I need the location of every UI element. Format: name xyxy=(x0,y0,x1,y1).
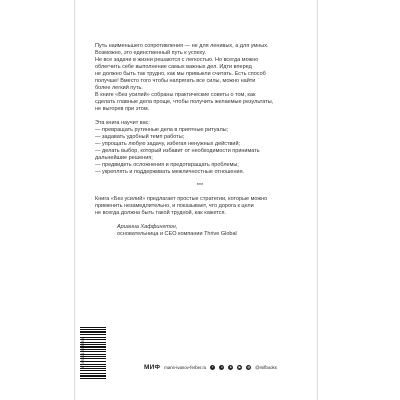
quote-author-role: основательница и CEO компании Thrive Global xyxy=(117,231,237,237)
publisher-logo: МИФ xyxy=(144,363,161,371)
summary-paragraph: Книга «Без усилий» предлагает простые стратегии, которые можно применить незамедлительно, и показывает, что дорога к цели не всегда должна быть такой трудной, как кажется. xyxy=(95,196,268,216)
youtube-icon: ▶ xyxy=(238,364,241,369)
quote-attribution xyxy=(117,224,305,238)
benefits-list: Эта книга научит вас: — превращать рутинные дела в приятные ритуалы; — задавать удобный темп работы; — упрощать любую задачу, избегая ненужных действий; — делать выбор, который избавит от необходимости принимать дальнейшие решения; — предвидеть осложнения и предотвращать проблемы; — укреплять и поддерживать межличностные отношения. xyxy=(95,120,260,175)
description-text xyxy=(95,43,305,238)
website-link[interactable]: mann-ivanov-ferber.ru xyxy=(164,364,207,370)
barcode-number: 9 785001 953759 xyxy=(80,337,86,370)
telegram-icon: ➤ xyxy=(229,364,233,369)
quote-author: Арианна Хаффингтон, xyxy=(117,224,178,230)
section-separator: *** xyxy=(196,183,204,189)
social-handle: @mifbooks xyxy=(255,364,277,370)
publisher-footer xyxy=(144,362,277,372)
instagram-icon: ◎ xyxy=(247,364,251,369)
vk-icon: v xyxy=(220,364,223,369)
intro-paragraph: Путь наименьшего сопротивления — не для ленивых, а для умных. Возможно, это единственный путь к успеху. Не все задачи в жизни решаются с легкостью. Но всегда можно облегчить себе выполнение самых важных дел. Идти вперед не должно быть так трудно, как мы привыкли считать. Есть способ получше! Вместо того чтобы напрягать все силы, можно найти более легкий путь. В книге «Без усилий» собраны практические советы о том, как сделать главные дела проще, чтобы получить желаемые результаты, не выгорев при этом. xyxy=(95,43,274,112)
facebook-icon: f xyxy=(212,364,214,369)
